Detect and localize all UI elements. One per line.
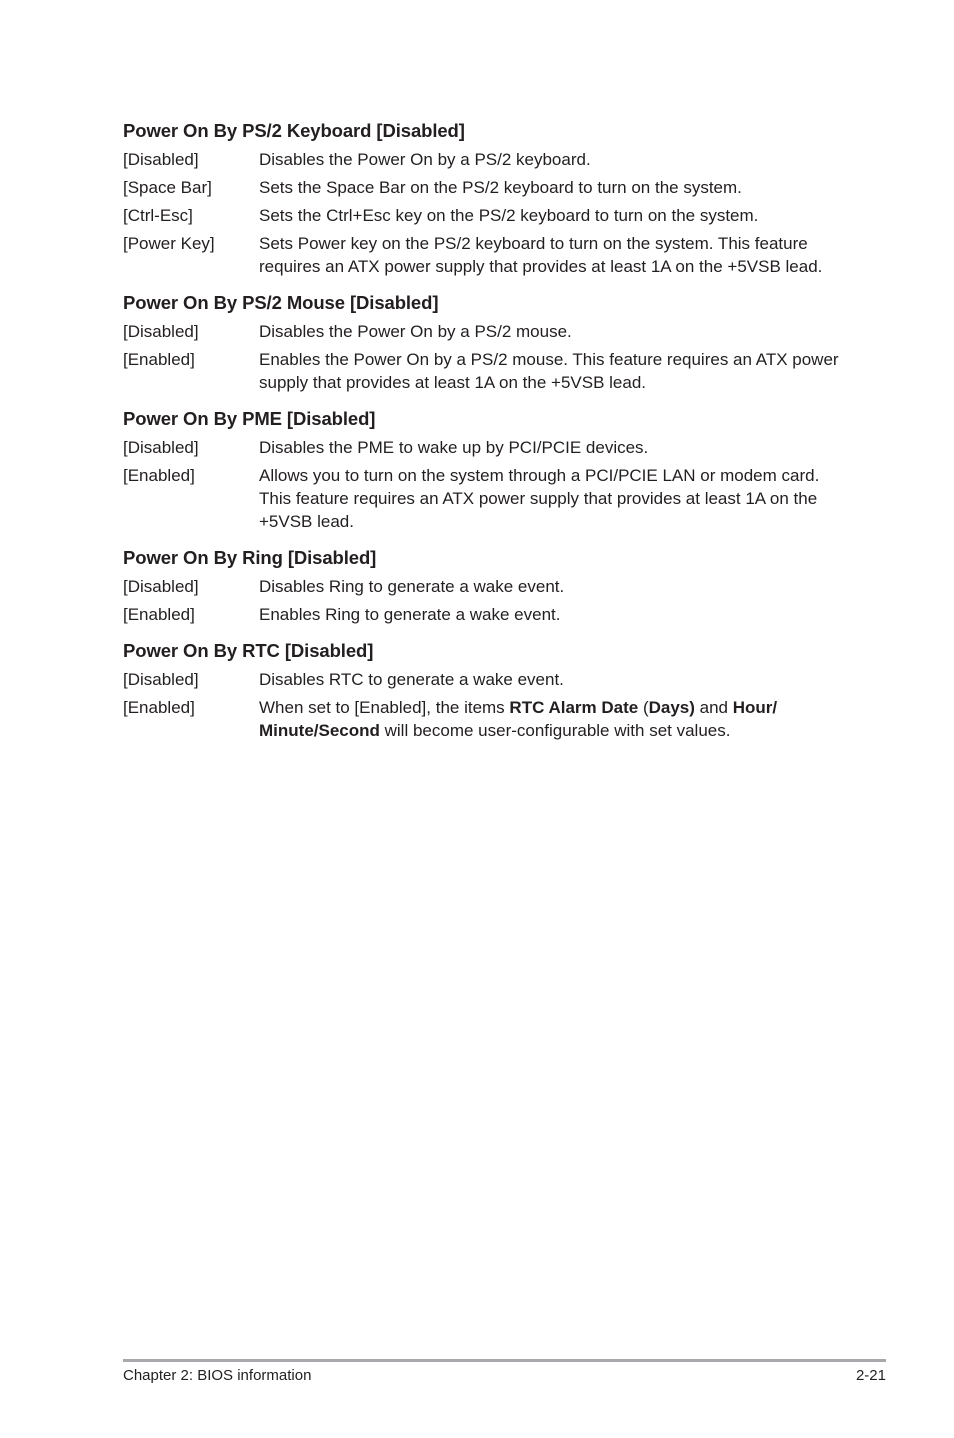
option-value-label: [Disabled] (123, 670, 199, 689)
bold-term: Hour/ Minute/Second (259, 698, 778, 740)
option-description: Enables Ring to generate a wake event. (259, 605, 561, 624)
option-row (123, 232, 843, 278)
section-heading: Power On By RTC [Disabled] (123, 640, 374, 661)
footer-chapter-title: Chapter 2: BIOS information (123, 1367, 312, 1384)
option-value-label: [Enabled] (123, 350, 195, 369)
option-row (123, 575, 843, 598)
option-description: Disables Ring to generate a wake event. (259, 577, 565, 596)
bold-term: RTC Alarm Date (509, 698, 639, 717)
document-content (123, 118, 843, 754)
option-description (259, 696, 843, 742)
option-value-label: [Ctrl-Esc] (123, 206, 193, 225)
option-description: Disables the Power On by a PS/2 mouse. (259, 322, 572, 341)
description-text: When set to [Enabled], the items (259, 698, 510, 717)
option-row (123, 668, 843, 691)
bios-setting-section (123, 290, 843, 394)
option-description: Sets the Ctrl+Esc key on the PS/2 keyboard to turn on the system. (259, 206, 759, 225)
option-row (123, 148, 843, 171)
description-text: and (694, 698, 733, 717)
bios-setting-section (123, 638, 843, 742)
option-description: Disables the PME to wake up by PCI/PCIE devices. (259, 438, 649, 457)
option-description: Disables the Power On by a PS/2 keyboard. (259, 150, 591, 169)
option-row (123, 696, 843, 742)
option-value-label: [Power Key] (123, 234, 215, 253)
section-heading: Power On By PME [Disabled] (123, 408, 376, 429)
bios-setting-section (123, 118, 843, 278)
option-value-label: [Disabled] (123, 150, 199, 169)
description-text: ( (638, 698, 649, 717)
option-description: Sets the Space Bar on the PS/2 keyboard to turn on the system. (259, 178, 742, 197)
option-row (123, 348, 843, 394)
option-value-label: [Disabled] (123, 438, 199, 457)
section-heading: Power On By PS/2 Mouse [Disabled] (123, 292, 439, 313)
option-value-label: [Space Bar] (123, 178, 212, 197)
option-description: Sets Power key on the PS/2 keyboard to turn on the system. This feature requires an ATX power supply that provides at least 1A on the +5VSB lead. (259, 234, 823, 276)
option-description: Allows you to turn on the system through a PCI/PCIE LAN or modem card. This feature requires an ATX power supply that provides at least 1A on the +5VSB lead. (259, 466, 820, 531)
option-value-label: [Disabled] (123, 577, 199, 596)
option-description: Enables the Power On by a PS/2 mouse. This feature requires an ATX power supply that provides at least 1A on the +5VSB lead. (259, 350, 839, 392)
option-row (123, 603, 843, 626)
option-value-label: [Enabled] (123, 466, 195, 485)
footer-page-number: 2-21 (855, 1367, 886, 1384)
bios-setting-section (123, 406, 843, 533)
option-row (123, 464, 843, 533)
option-value-label: [Disabled] (123, 322, 199, 341)
bios-setting-section (123, 545, 843, 626)
bold-term: Days) (648, 698, 695, 717)
option-description: Disables RTC to generate a wake event. (259, 670, 564, 689)
option-row (123, 436, 843, 459)
section-heading: Power On By Ring [Disabled] (123, 547, 377, 568)
option-value-label: [Enabled] (123, 698, 195, 717)
footer-rule (123, 1359, 886, 1362)
option-row (123, 204, 843, 227)
section-heading: Power On By PS/2 Keyboard [Disabled] (123, 120, 465, 141)
option-value-label: [Enabled] (123, 605, 195, 624)
option-row (123, 320, 843, 343)
option-row (123, 176, 843, 199)
description-text: will become user-configurable with set values. (379, 721, 731, 740)
